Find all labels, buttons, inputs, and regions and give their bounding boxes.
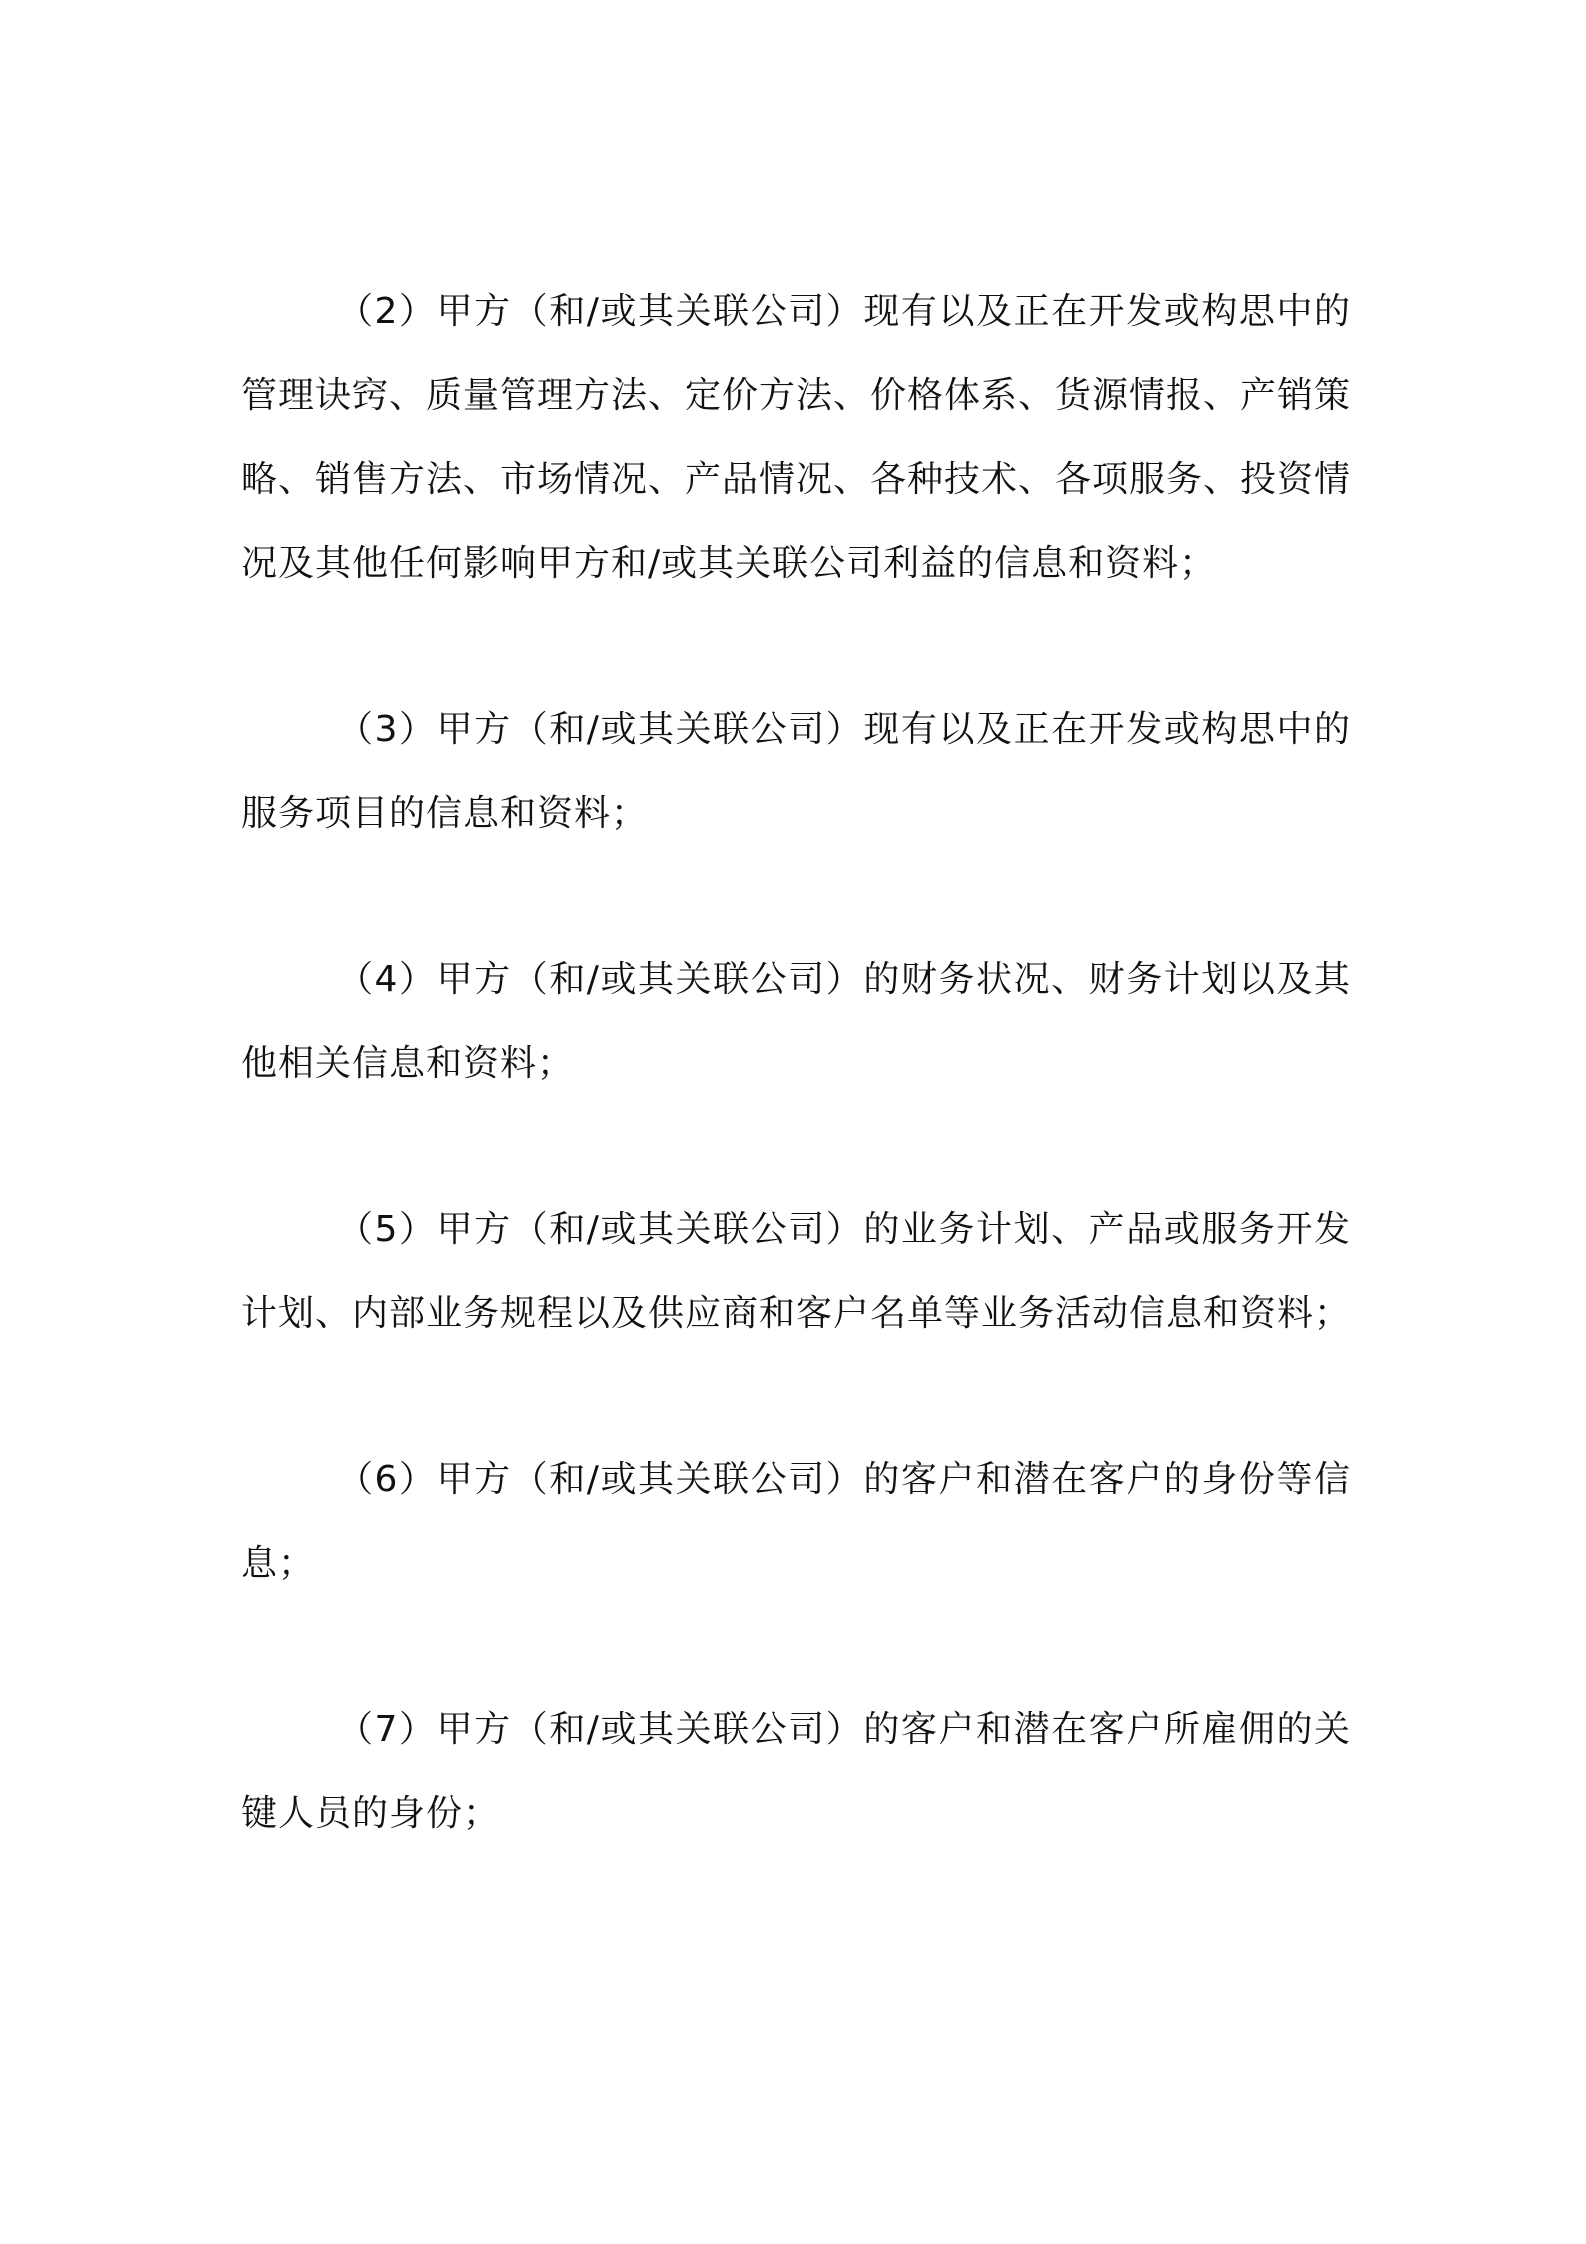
clause-number: （3）	[337, 709, 437, 750]
clause-2	[241, 270, 1351, 606]
clause-text: 甲方（和/或其关联公司）现有以及正在开发或构思中的服务项目的信息和资料；	[241, 709, 1351, 834]
clause-text: 甲方（和/或其关联公司）的业务计划、产品或服务开发计划、内部业务规程以及供应商和客户名单等业务活动信息和资料；	[241, 1209, 1352, 1334]
clause-6	[241, 1438, 1351, 1606]
clause-number: （2）	[337, 291, 437, 332]
clause-7	[241, 1688, 1351, 1856]
document-body	[241, 270, 1351, 1938]
clause-text: 甲方（和/或其关联公司）的客户和潜在客户所雇佣的关键人员的身份；	[241, 1709, 1351, 1834]
clause-5	[241, 1188, 1351, 1356]
clause-number: （4）	[337, 959, 437, 1000]
clause-text: 甲方（和/或其关联公司）现有以及正在开发或构思中的管理诀窍、质量管理方法、定价方法、价格体系、货源情报、产销策略、销售方法、市场情况、产品情况、各种技术、各项服务、投资情况及其他任何影响甲方和/或其关联公司利益的信息和资料；	[241, 291, 1352, 584]
clause-number: （5）	[337, 1209, 437, 1250]
clause-text: 甲方（和/或其关联公司）的客户和潜在客户的身份等信息；	[241, 1459, 1351, 1584]
clause-4	[241, 938, 1351, 1106]
clause-3	[241, 688, 1351, 856]
clause-number: （7）	[337, 1709, 437, 1750]
clause-number: （6）	[337, 1459, 437, 1500]
clause-text: 甲方（和/或其关联公司）的财务状况、财务计划以及其他相关信息和资料；	[241, 959, 1351, 1084]
